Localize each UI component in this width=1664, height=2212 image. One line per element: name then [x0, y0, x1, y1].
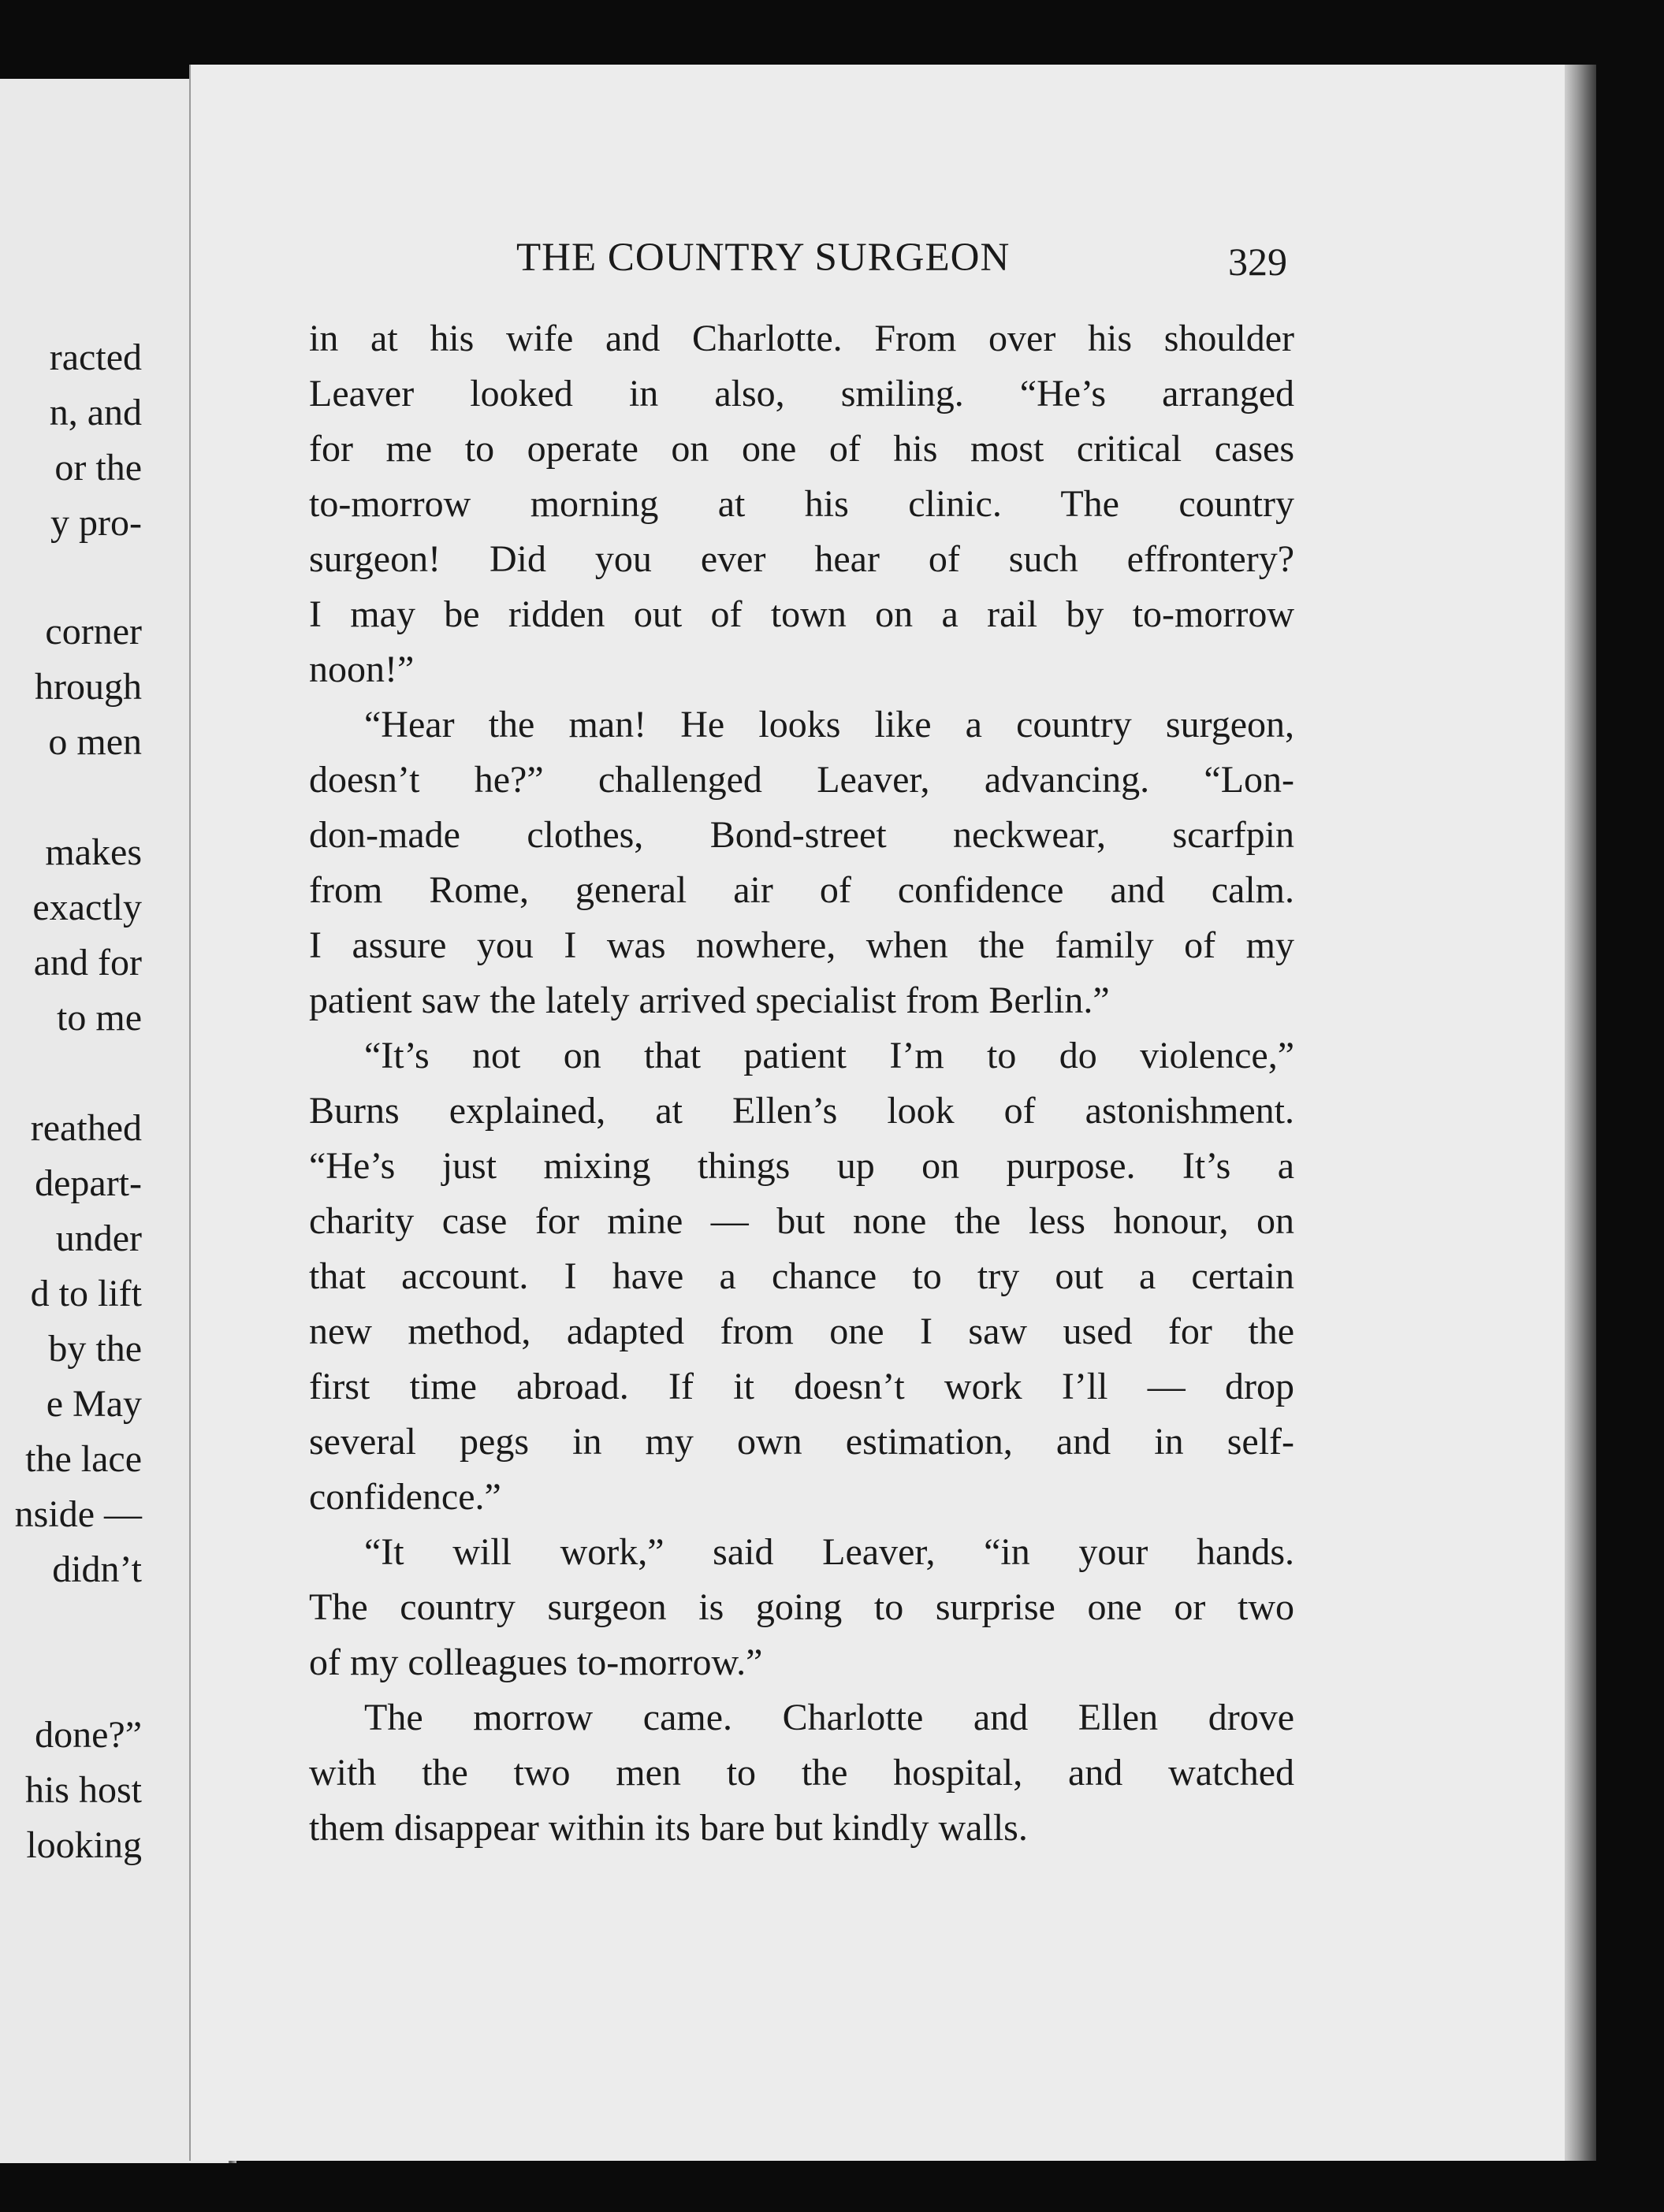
- left-page-line: his host: [24, 1769, 142, 1811]
- body-text-line: don-made clothes, Bond-street neckwear, scarfpin: [309, 814, 1294, 856]
- body-text-line: surgeon! Did you ever hear of such effrontery?: [309, 538, 1294, 580]
- body-text-line: them disappear within its bare but kindly walls.: [309, 1807, 1028, 1849]
- body-text-line: Leaver looked in also, smiling. “He’s arranged: [309, 373, 1294, 415]
- left-page-line: or the: [54, 447, 142, 489]
- body-text-line: “It’s not on that patient I’m to do violence,”: [364, 1035, 1294, 1076]
- body-text-line: from Rome, general air of confidence and calm.: [309, 869, 1294, 911]
- body-text-line: for me to operate on one of his most critical cases: [309, 428, 1294, 470]
- body-text-line: to-morrow morning at his clinic. The country: [309, 483, 1294, 525]
- body-text-line: I may be ridden out of town on a rail by to-morrow: [309, 593, 1294, 635]
- body-text-line: several pegs in my own estimation, and in self-: [309, 1421, 1294, 1463]
- body-text-line: with the two men to the hospital, and watched: [309, 1752, 1294, 1794]
- body-text-line: “Hear the man! He looks like a country surgeon,: [364, 704, 1294, 745]
- left-page-line: o men: [48, 721, 142, 763]
- body-text-line: first time abroad. If it doesn’t work I’ll — drop: [309, 1366, 1294, 1407]
- body-text-line: noon!”: [309, 649, 415, 690]
- body-text-line: doesn’t he?” challenged Leaver, advancing. “Lon-: [309, 759, 1294, 801]
- body-text-line: charity case for mine — but none the less honour, on: [309, 1200, 1294, 1242]
- body-text-line: confidence.”: [309, 1476, 501, 1518]
- body-text-line: “He’s just mixing things up on purpose. It’s a: [309, 1145, 1294, 1187]
- body-text-line: “It will work,” said Leaver, “in your hands.: [364, 1531, 1294, 1573]
- left-page-line: nside —: [14, 1493, 142, 1535]
- left-page-line: e May: [46, 1383, 142, 1425]
- left-page-line: exactly: [32, 887, 142, 928]
- left-page-line: depart-: [35, 1162, 142, 1204]
- body-text-line: I assure you I was nowhere, when the family of my: [309, 924, 1294, 966]
- left-page-line: to me: [57, 997, 142, 1039]
- left-page-line: corner: [45, 611, 142, 652]
- body-text-line: of my colleagues to-morrow.”: [309, 1641, 763, 1683]
- left-page-line: hrough: [35, 666, 142, 708]
- left-page-line: done?”: [35, 1714, 142, 1756]
- body-text-line: patient saw the lately arrived specialist from Berlin.”: [309, 980, 1110, 1021]
- body-text-line: Burns explained, at Ellen’s look of astonishment.: [309, 1090, 1294, 1132]
- body-text-line: The morrow came. Charlotte and Ellen drove: [364, 1697, 1294, 1738]
- left-page-line: y pro-: [50, 502, 142, 544]
- left-page-line: n, and: [49, 392, 142, 433]
- left-page-line: racted: [49, 336, 142, 378]
- page-edge: [1565, 65, 1596, 2161]
- left-page-line: reathed: [30, 1107, 142, 1149]
- left-page-line: d to lift: [30, 1273, 142, 1314]
- left-page-line: the lace: [25, 1438, 142, 1480]
- page-number: 329: [1228, 240, 1287, 284]
- body-text-line: in at his wife and Charlotte. From over his shoulder: [309, 318, 1294, 359]
- left-page-line: under: [55, 1218, 142, 1259]
- left-page-line: makes: [45, 831, 142, 873]
- body-text-line: that account. I have a chance to try out a certain: [309, 1255, 1294, 1297]
- left-page-line: looking: [26, 1824, 142, 1866]
- left-page-line: by the: [48, 1328, 142, 1370]
- body-text-line: new method, adapted from one I saw used for the: [309, 1310, 1294, 1352]
- left-page-line: and for: [33, 942, 142, 983]
- body-text-line: The country surgeon is going to surprise one or two: [309, 1586, 1294, 1628]
- running-head: THE COUNTRY SURGEON: [516, 236, 1011, 280]
- left-page-line: didn’t: [52, 1548, 142, 1590]
